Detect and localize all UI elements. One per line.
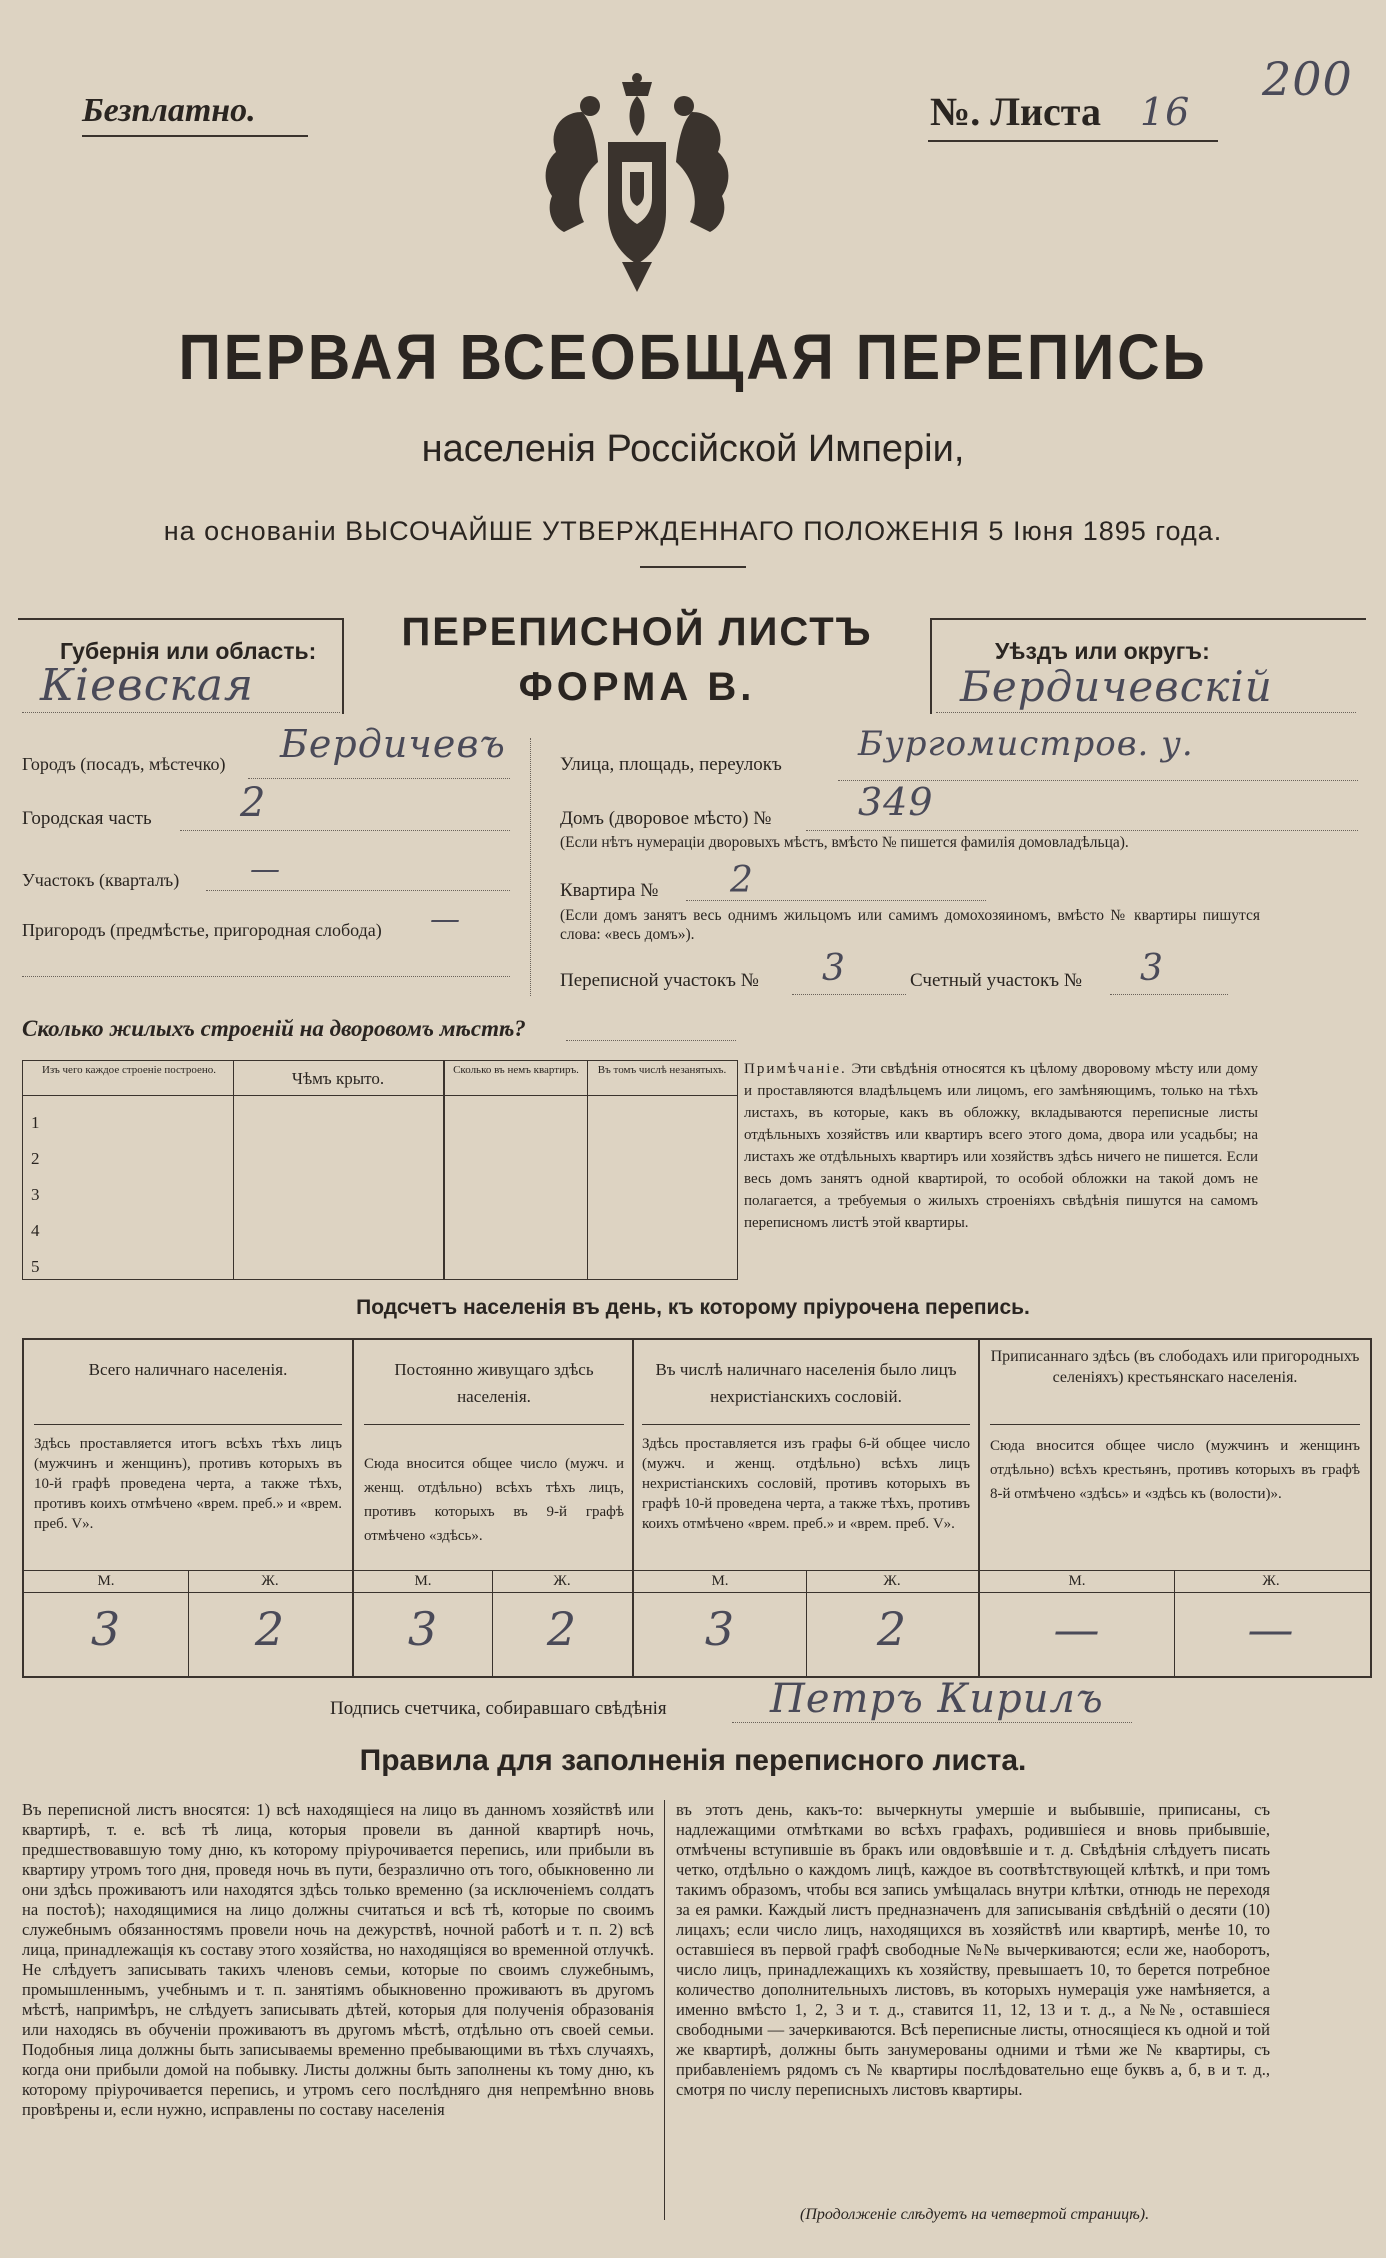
apartment-value: 2: [730, 860, 754, 901]
note-lead: Примѣчаніе.: [744, 1061, 847, 1077]
title-separator: [640, 566, 746, 568]
city-part-label: Городская часть: [22, 808, 152, 829]
buildings-table: [22, 1060, 738, 1280]
buildings-row-5: 5: [31, 1257, 40, 1276]
sheet-underline: [928, 140, 1218, 142]
house-line: [806, 830, 1358, 831]
count-col2-f-value: 2: [546, 1602, 578, 1656]
house-note: (Если нѣтъ нумераціи дворовыхъ мѣстъ, вмѣсто № пишется фамилія домовладѣльца).: [560, 834, 1129, 851]
census-area-label: Переписной участокъ №: [560, 970, 759, 991]
buildings-row-2: 2: [31, 1149, 40, 1168]
count-col1-f-label: Ж.: [261, 1573, 279, 1589]
count-col4-m-value: —: [1053, 1602, 1101, 1656]
count-col3-f-value: 2: [876, 1602, 908, 1656]
rules-right-column: въ этотъ день, какъ-то: вычеркнуты умершіе и выбывшіе, приписаны, съ надлежащими отмѣтками во всѣхъ графахъ, родившіеся и вновь прибывшіе, отмѣчены вступившіе въ бракъ или овдовѣвшіе и т. д. Свѣдѣнія слѣдуетъ писать четко, отдѣльно о каждомъ лицѣ, каждое въ соотвѣтствующей клѣткѣ, и при томъ такимъ образомъ, чтобы вся запись умѣщалась внутри клѣтки, отнюдь не переходя за ея рамки. Каждый листъ предназначенъ для записыванія свѣдѣній о десяти (10) лицахъ; если число лицъ, находящихся въ хозяйствѣ или квартирѣ, менѣе 10, то оставшіеся въ первой графѣ свободные №№ вычеркиваются; если же, наоборотъ, число лицъ, принадлежащихъ къ хозяйству, превышаетъ 10, то берется потребное количество дополнительныхъ листовъ, въ которыхъ нумерація уже намѣняется, а именно вмѣсто 1, 2, 3 и т. д., ставится 11, 12, 13 и т. д., а №№, оставшіеся свободными — зачеркиваются. Всѣ переписные листы, относящіеся къ одной и той же квартирѣ, должны быть занумерованы одними и тѣми же № квартиры, съ прибавленіемъ рядомъ съ № квартиры послѣдовательно еще буквъ а, б, в и т. д., смотря по числу переписныхъ листовъ квартиры.: [676, 1800, 1270, 2099]
suburb-line: [22, 976, 510, 977]
rules-left-column: Въ переписной листъ вносятся: 1) всѣ находящіеся на лицо въ данномъ хозяйствѣ или квартирѣ, т. е. всѣ тѣ лица, которыя провели въ данной квартирѣ ночь, предшествовавшую тому дню, къ которому пріурочивается перепись, или прибыли въ квартиру утромъ того дня, проведя ночь въ пути, безразлично отъ того, обыкновенно ли они здѣсь проживаютъ или находятся здѣсь только временно (за исключеніемъ солдатъ на постоѣ); находящимися на лицо должны считаться и всѣ тѣ, которые по своимъ служебнымъ обязанностямъ провели ночь на дежурствѣ, ночной работѣ и т. п. 2) всѣ лица, принадлежащія къ составу этого хозяйства, но находящіяся во временной отлучкѣ. Не слѣдуетъ записывать такихъ членовъ семьи, которые по своимъ служебнымъ, промышленнымъ, учебнымъ и т. п. занятіямъ обыкновенно проживаютъ въ другомъ мѣстѣ, напримѣръ, не слѣдуетъ записывать дѣтей, которыя для полученія образованія или находясь въ обученіи проживаютъ въ другомъ мѣстѣ, отдѣльно отъ своей семьи. Подобныя лица должны быть записываемы временно пребывающими въ тѣхъ случаяхъ, когда они прибыли домой на побывку. Листы должны быть заполнены къ тому дню, къ которому пріурочивается перепись, и утромъ сего послѣдняго дня непремѣнно вновь провѣрены и, если нужно, исправлены по составу населенія: [22, 1800, 654, 2119]
count-mf-rule: [24, 1592, 1370, 1593]
free-underline: [82, 135, 308, 137]
buildings-row-1: 1: [31, 1113, 40, 1132]
count-col2-m-value: 3: [407, 1602, 439, 1656]
count-head-rule: [642, 1424, 970, 1425]
signature-line: [732, 1722, 1132, 1723]
rules-continued: (Продолженіе слѣдуетъ на четвертой страницѣ).: [800, 2206, 1150, 2223]
count-col4-head: Приписаннаго здѣсь (въ слободахъ или пригородныхъ селеніяхъ) крестьянскаго населенія.: [990, 1348, 1360, 1386]
count-col3-desc: Здѣсь проставляется изъ графы 6-й общее число (мужч. и женщ. отдѣльно) всѣхъ лицъ нехристіанскихъ сословій, противъ которыхъ въ графѣ 10-й проведена черта, а также тѣхъ, противъ коихъ отмѣчено «врем. преб.» и «врем. преб. V».: [642, 1436, 970, 1532]
city-line: [248, 778, 510, 779]
city-part-value: 2: [240, 780, 267, 826]
count-head-rule: [364, 1424, 624, 1425]
buildings-note: [744, 1058, 1258, 1234]
rules-title: Правила для заполненія переписного листа.: [359, 1744, 1027, 1777]
buildings-col-divider: [587, 1061, 588, 1279]
uezd-line: [936, 712, 1356, 713]
count-col1-m-label: М.: [97, 1573, 115, 1589]
street-value: Бургомистров. у.: [858, 724, 1194, 764]
guberniya-label: Губернія или область:: [60, 638, 317, 664]
count-col1-m-value: 3: [90, 1602, 122, 1656]
buildings-row-numbers: [31, 1105, 40, 1285]
buildings-row-4: 4: [31, 1221, 40, 1240]
sheet-number-label: №. Листа: [930, 89, 1101, 134]
sheet-number-value: 16: [1140, 90, 1191, 134]
form-name-line2: ФОРМА В.: [518, 665, 756, 709]
count-head-rule: [990, 1424, 1360, 1425]
district-value: —: [250, 852, 281, 887]
guberniya-line: [22, 712, 340, 713]
house-value: 349: [858, 780, 934, 824]
buildings-col-material: Изъ чего каждое строеніе построено.: [41, 1064, 217, 1076]
count-area-label: Счетный участокъ №: [910, 970, 1082, 991]
subtitle: населенія Россійской Имперіи,: [421, 428, 965, 470]
count-table: [22, 1338, 1372, 1678]
city-part-line: [180, 830, 510, 831]
uezd-value: Бердичевскій: [960, 662, 1273, 711]
gub-top-rule: [18, 618, 344, 620]
city-label: Городъ (посадъ, мѣстечко): [22, 754, 226, 774]
buildings-col-roof: Чѣмъ крыто.: [291, 1069, 385, 1088]
rules-column-divider: [664, 1800, 665, 2220]
count-col1-f-value: 2: [254, 1602, 286, 1656]
form-name-line1: ПЕРЕПИСНОЙ ЛИСТЪ: [401, 610, 873, 654]
count-col4-f-label: Ж.: [1262, 1573, 1280, 1589]
census-area-line: [792, 994, 906, 995]
signature-label: Подпись счетчика, собиравшаго свѣдѣнія: [330, 1698, 667, 1719]
count-area-line: [1110, 994, 1228, 995]
district-label: Участокъ (кварталъ): [22, 870, 180, 890]
uezd-left-rule: [930, 618, 932, 714]
count-col3-head: Въ числѣ наличнаго населенія было лицъ нехристіанскихъ сословій.: [655, 1360, 957, 1406]
buildings-row-3: 3: [31, 1185, 40, 1204]
count-head-rule: [34, 1424, 342, 1425]
double-headed-eagle-icon: [542, 72, 732, 302]
note-text: Эти свѣдѣнія относятся къ цѣлому дворовому мѣсту или дому и проставляются владѣльцемъ или лицомъ, его замѣняющимъ, только на тѣхъ листахъ, въ которые, какъ въ обложку, вкладываются переписные листы отдѣльныхъ хозяйствъ или квартиръ всего этого дома, двора или усадьбы; на листахъ же отдѣльныхъ квартиръ или хозяйствъ здѣсь ничего не пишется. Если весь домъ занятъ одной квартирой, то особой обложки на такой домъ не полагается, а требуемыя о жилыхъ строеніяхъ свѣдѣнія пишутся на самомъ переписномъ листѣ этой квартиры.: [744, 1061, 1258, 1231]
count-col2-f-label: Ж.: [553, 1573, 571, 1589]
buildings-line: [566, 1040, 736, 1041]
census-area-value: 3: [822, 948, 846, 989]
free-label: Безплатно.: [82, 92, 256, 129]
suburb-label: Пригородъ (предмѣстье, пригородная слобода): [22, 920, 382, 940]
count-col3-m-label: М.: [711, 1573, 729, 1589]
count-title: Подсчетъ населенія въ день, къ которому пріурочена перепись.: [356, 1296, 1030, 1319]
signature-value: Петръ Кирилъ: [770, 1676, 1104, 1722]
apartment-note: (Если домъ занятъ весь однимъ жильцомъ или самимъ домохозяиномъ, вмѣсто № квартиры пишутся слова: «весь домъ»).: [560, 907, 1260, 943]
city-value: Бердичевъ: [280, 722, 506, 766]
main-title: ПЕРВАЯ ВСЕОБЩАЯ ПЕРЕПИСЬ: [178, 321, 1208, 393]
buildings-header-rule: [23, 1095, 737, 1096]
suburb-value: —: [430, 902, 461, 937]
corner-number: 200: [1262, 52, 1353, 106]
count-area-value: 3: [1140, 948, 1164, 989]
guberniya-value: Кіевская: [40, 660, 255, 711]
buildings-col-divider: [443, 1061, 445, 1279]
count-col3-m-value: 3: [704, 1602, 736, 1656]
house-label: Домъ (дворовое мѣсто) №: [560, 808, 772, 829]
count-mf-rule: [24, 1570, 1370, 1571]
count-col4-f-value: —: [1247, 1602, 1295, 1656]
basis-line: на основаніи ВЫСОЧАЙШЕ УТВЕРЖДЕННАГО ПОЛОЖЕНІЯ 5 Іюня 1895 года.: [163, 516, 1223, 546]
count-col2-desc: Сюда вносится общее число (мужч. и женщ. отдѣльно) всѣхъ тѣхъ лицъ, противъ которыхъ въ 9-й графѣ отмѣчено «здѣсь».: [364, 1456, 624, 1544]
count-col2-head: Постоянно живущаго здѣсь населенія.: [394, 1360, 594, 1406]
buildings-col-apartments: Сколько въ немъ квартиръ.: [453, 1064, 579, 1076]
uezd-label: Уѣздъ или округъ:: [995, 638, 1210, 664]
buildings-question: Сколько жилыхъ строеній на дворовомъ мѣстѣ?: [22, 1016, 526, 1041]
count-col4-desc: Сюда вносится общее число (мужчинъ и женщинъ отдѣльно) всѣхъ крестьянъ, противъ которыхъ въ графѣ 8-й отмѣчено «здѣсь» и «здѣсь къ (волости)».: [990, 1438, 1360, 1502]
street-label: Улица, площадь, переулокъ: [560, 754, 782, 775]
buildings-col-vacant: Въ томъ числѣ незанятыхъ.: [597, 1064, 727, 1076]
count-col4-m-label: М.: [1068, 1573, 1086, 1589]
count-col2-m-label: М.: [414, 1573, 432, 1589]
count-col3-f-label: Ж.: [883, 1573, 901, 1589]
buildings-col-divider: [233, 1061, 234, 1279]
address-divider: [530, 738, 531, 996]
apartment-line: [686, 900, 986, 901]
count-col1-desc: Здѣсь проставляется итогъ всѣхъ тѣхъ лицъ (мужчинъ и женщинъ), противъ которыхъ въ 10-й графѣ проведена черта, а также тѣхъ, противъ коихъ отмѣчено «врем. преб.» и «врем. преб. V».: [34, 1436, 342, 1532]
uezd-top-rule: [930, 618, 1366, 620]
count-col1-head: Всего наличнаго населенія.: [88, 1360, 288, 1379]
apartment-label: Квартира №: [560, 880, 659, 901]
district-line: [206, 890, 510, 891]
